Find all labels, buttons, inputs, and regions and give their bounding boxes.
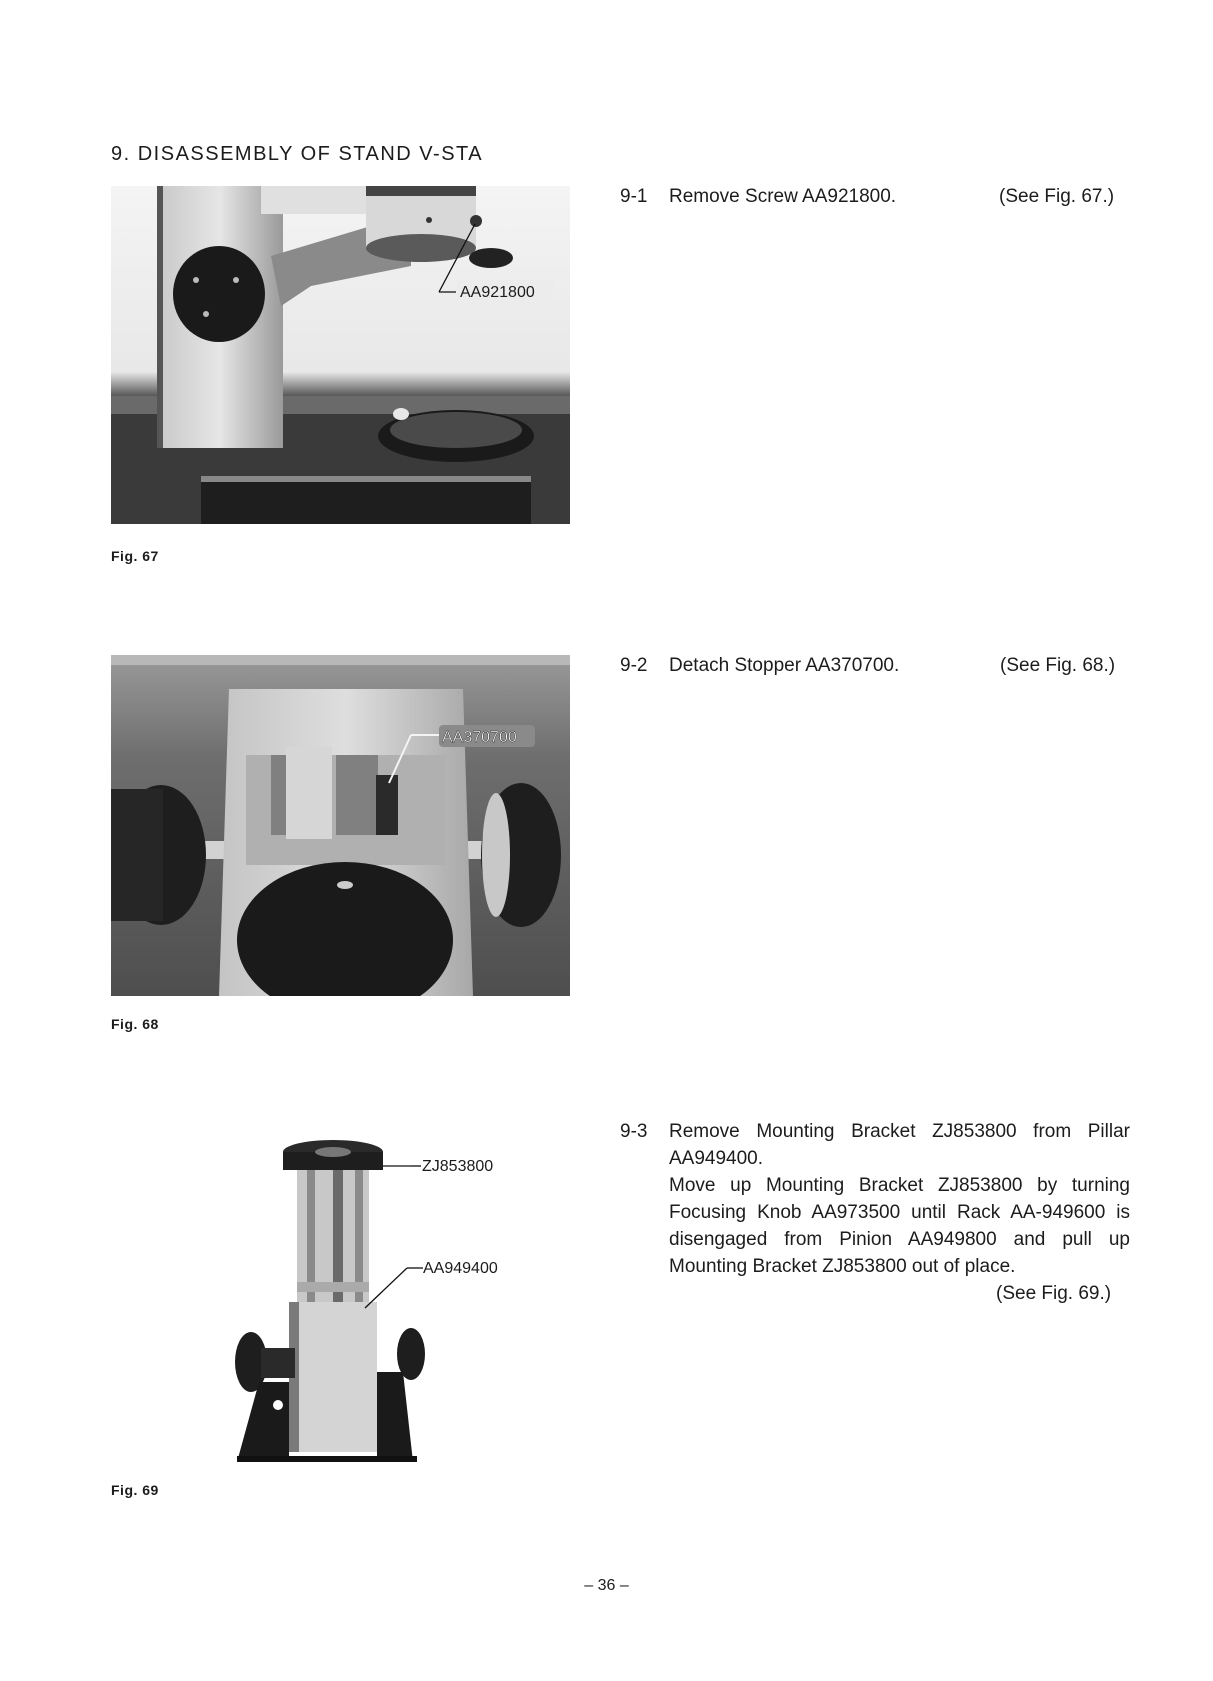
see-figure-ref: (See Fig. 69.) [996,1283,1112,1304]
see-figure-ref: (See Fig. 68.) [1000,655,1116,676]
figure-67-photo [111,186,570,524]
step-number: 9-3 [620,1121,648,1142]
step-text-line1: Remove Mounting Bracket ZJ853800 from Pillar AA949400. [669,1121,1130,1169]
step-paragraph [669,1118,1130,1280]
step-9-3 [620,1118,1150,1308]
figure-68-caption: Fig. 68 [111,1016,159,1032]
callout-zj853800: ZJ853800 [422,1158,494,1175]
figure-67-caption: Fig. 67 [111,548,159,564]
step-text: Remove Screw AA921800. [669,186,897,207]
step-text: Detach Stopper AA370700. [669,655,900,676]
figure-68-photo [111,655,570,996]
figure-69-caption: Fig. 69 [111,1482,159,1498]
step-text-line2: Move up Mounting Bracket ZJ853800 by turning Focusing Knob AA973500 until Rack AA-949600 is disengaged from Pinion AA949800 and pull up Mounting Bracket ZJ853800 out of place. [669,1175,1130,1277]
callout-aa921800: AA921800 [460,284,535,301]
step-9-2 [620,652,1130,682]
step-9-1 [620,183,1130,213]
callout-aa949400: AA949400 [423,1260,498,1277]
callout-aa370700: AA370700 [442,729,517,746]
step-number: 9-2 [620,655,648,676]
step-number: 9-1 [620,186,648,207]
see-figure-ref: (See Fig. 67.) [999,186,1115,207]
page-number: – 36 – [584,1577,629,1594]
figure-69-photo [111,1112,570,1462]
section-title: 9. DISASSEMBLY OF STAND V-STA [111,143,484,165]
